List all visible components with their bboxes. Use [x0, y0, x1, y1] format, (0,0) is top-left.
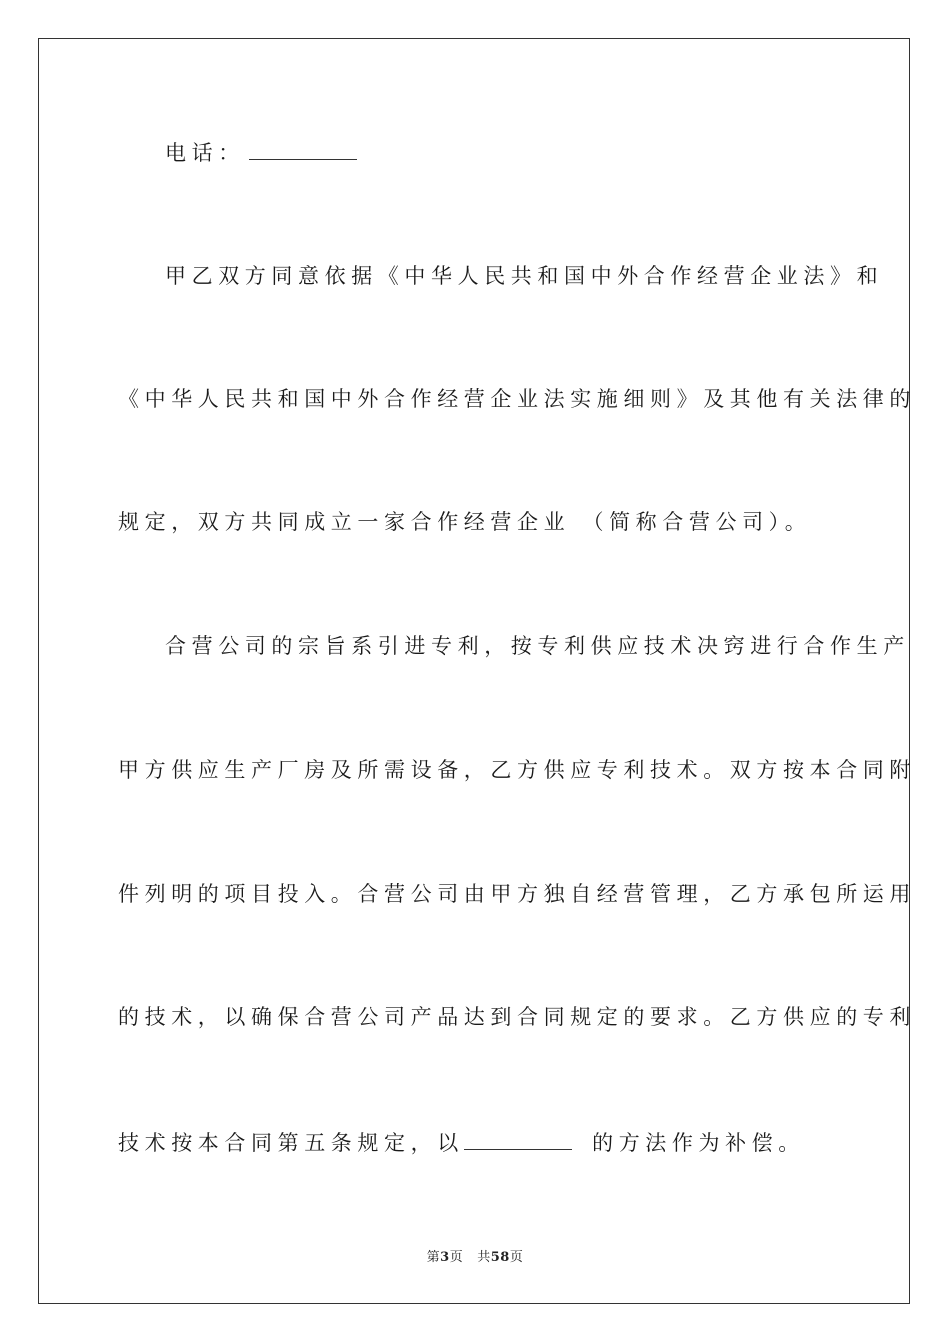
- footer-page-prefix: 第: [426, 1250, 441, 1265]
- footer-total-pages: 58: [490, 1250, 510, 1265]
- paragraph-2-line-1: 合营公司的宗旨系引进专利，按专利供应技术决窍进行合作生产: [165, 634, 910, 658]
- paragraph-1-line-2: 《中华人民共和国中外合作经营企业法实施细则》及其他有关法律的: [118, 387, 916, 411]
- paragraph-2-line-4: 的技术，以确保合营公司产品达到合同规定的要求。乙方供应的专利: [118, 1005, 916, 1029]
- paragraph-1-line-1: 甲乙双方同意依据《中华人民共和国中外合作经营企业法》和: [165, 264, 884, 288]
- paragraph-2-line-5: [118, 1127, 805, 1157]
- phone-line: [165, 137, 357, 167]
- footer-page-suffix: 页: [449, 1250, 464, 1265]
- paragraph-2-line-2: 甲方供应生产厂房及所需设备，乙方供应专利技术。双方按本合同附: [118, 758, 916, 782]
- phone-label: 电话：: [165, 141, 245, 165]
- footer-total-prefix: 共: [477, 1250, 491, 1265]
- page-border: [38, 38, 910, 1304]
- paragraph-2-line-5-start: 技术按本合同第五条规定，以: [118, 1131, 464, 1155]
- method-blank-field[interactable]: [464, 1127, 572, 1150]
- footer-total-suffix: 页: [509, 1250, 524, 1265]
- page-footer: [0, 1246, 950, 1265]
- paragraph-1-line-3: 规定，双方共同成立一家合作经营企业 （简称合营公司）。: [118, 510, 812, 534]
- paragraph-2-line-3: 件列明的项目投入。合营公司由甲方独自经营管理，乙方承包所运用: [118, 882, 916, 906]
- paragraph-2-line-5-end: 的方法作为补偿。: [579, 1131, 805, 1155]
- footer-page-number: 3: [440, 1250, 450, 1265]
- phone-blank-field[interactable]: [249, 137, 357, 160]
